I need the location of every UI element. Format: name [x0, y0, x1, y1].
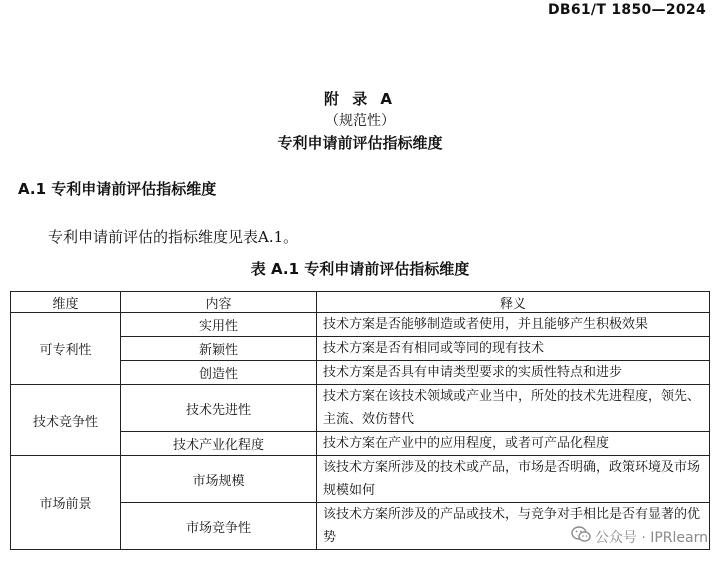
- column-header-content: 内容: [121, 292, 317, 313]
- meaning-cell: 技术方案是否有相同或等同的现有技术: [317, 337, 710, 361]
- meaning-cell: 技术方案在产业中的应用程度，或者可产品化程度: [317, 432, 710, 456]
- dimension-cell: 可专利性: [11, 313, 121, 385]
- meaning-cell: 技术方案是否能够制造或者使用，并且能够产生积极效果: [317, 313, 710, 337]
- index-table: [10, 291, 710, 550]
- section-heading: A.1 专利申请前评估指标维度: [18, 180, 217, 198]
- table-header-row: [11, 292, 710, 313]
- column-header-meaning: 释义: [317, 292, 710, 313]
- content-cell: 市场竞争性: [121, 503, 317, 550]
- table-row: [11, 385, 710, 432]
- watermark-text: 公众号 · IPRlearn: [594, 529, 708, 546]
- table-row: [11, 456, 710, 503]
- body-paragraph: 专利申请前评估的指标维度见表A.1。: [48, 228, 299, 246]
- dimension-cell: 技术竞争性: [11, 385, 121, 456]
- content-cell: 技术先进性: [121, 385, 317, 432]
- table-caption: 表 A.1 专利申请前评估指标维度: [250, 260, 470, 278]
- meaning-cell: 该技术方案所涉及的产品或技术，与竞争对手相比是否有显著的优势: [317, 503, 710, 550]
- watermark: [571, 526, 708, 547]
- meaning-cell: 技术方案是否具有申请类型要求的实质性特点和进步: [317, 361, 710, 385]
- content-cell: 市场规模: [121, 456, 317, 503]
- annex-title: 附 录 A: [323, 90, 397, 108]
- table-row: [11, 313, 710, 337]
- dimension-cell: 市场前景: [11, 456, 121, 550]
- content-cell: 实用性: [121, 313, 317, 337]
- standard-code: DB61/T 1850—2024: [547, 2, 706, 18]
- content-cell: 创造性: [121, 361, 317, 385]
- wechat-icon: [571, 526, 591, 547]
- annex-heading: 专利申请前评估指标维度: [277, 134, 443, 152]
- meaning-cell: 该技术方案所涉及的技术或产品，市场是否明确，政策环境及市场规模如何: [317, 456, 710, 503]
- annex-nature: （规范性）: [325, 113, 395, 129]
- meaning-cell: 技术方案在该技术领域或产业当中，所处的技术先进程度，领先、主流、效仿替代: [317, 385, 710, 432]
- content-cell: 新颖性: [121, 337, 317, 361]
- content-cell: 技术产业化程度: [121, 432, 317, 456]
- column-header-dimension: 维度: [11, 292, 121, 313]
